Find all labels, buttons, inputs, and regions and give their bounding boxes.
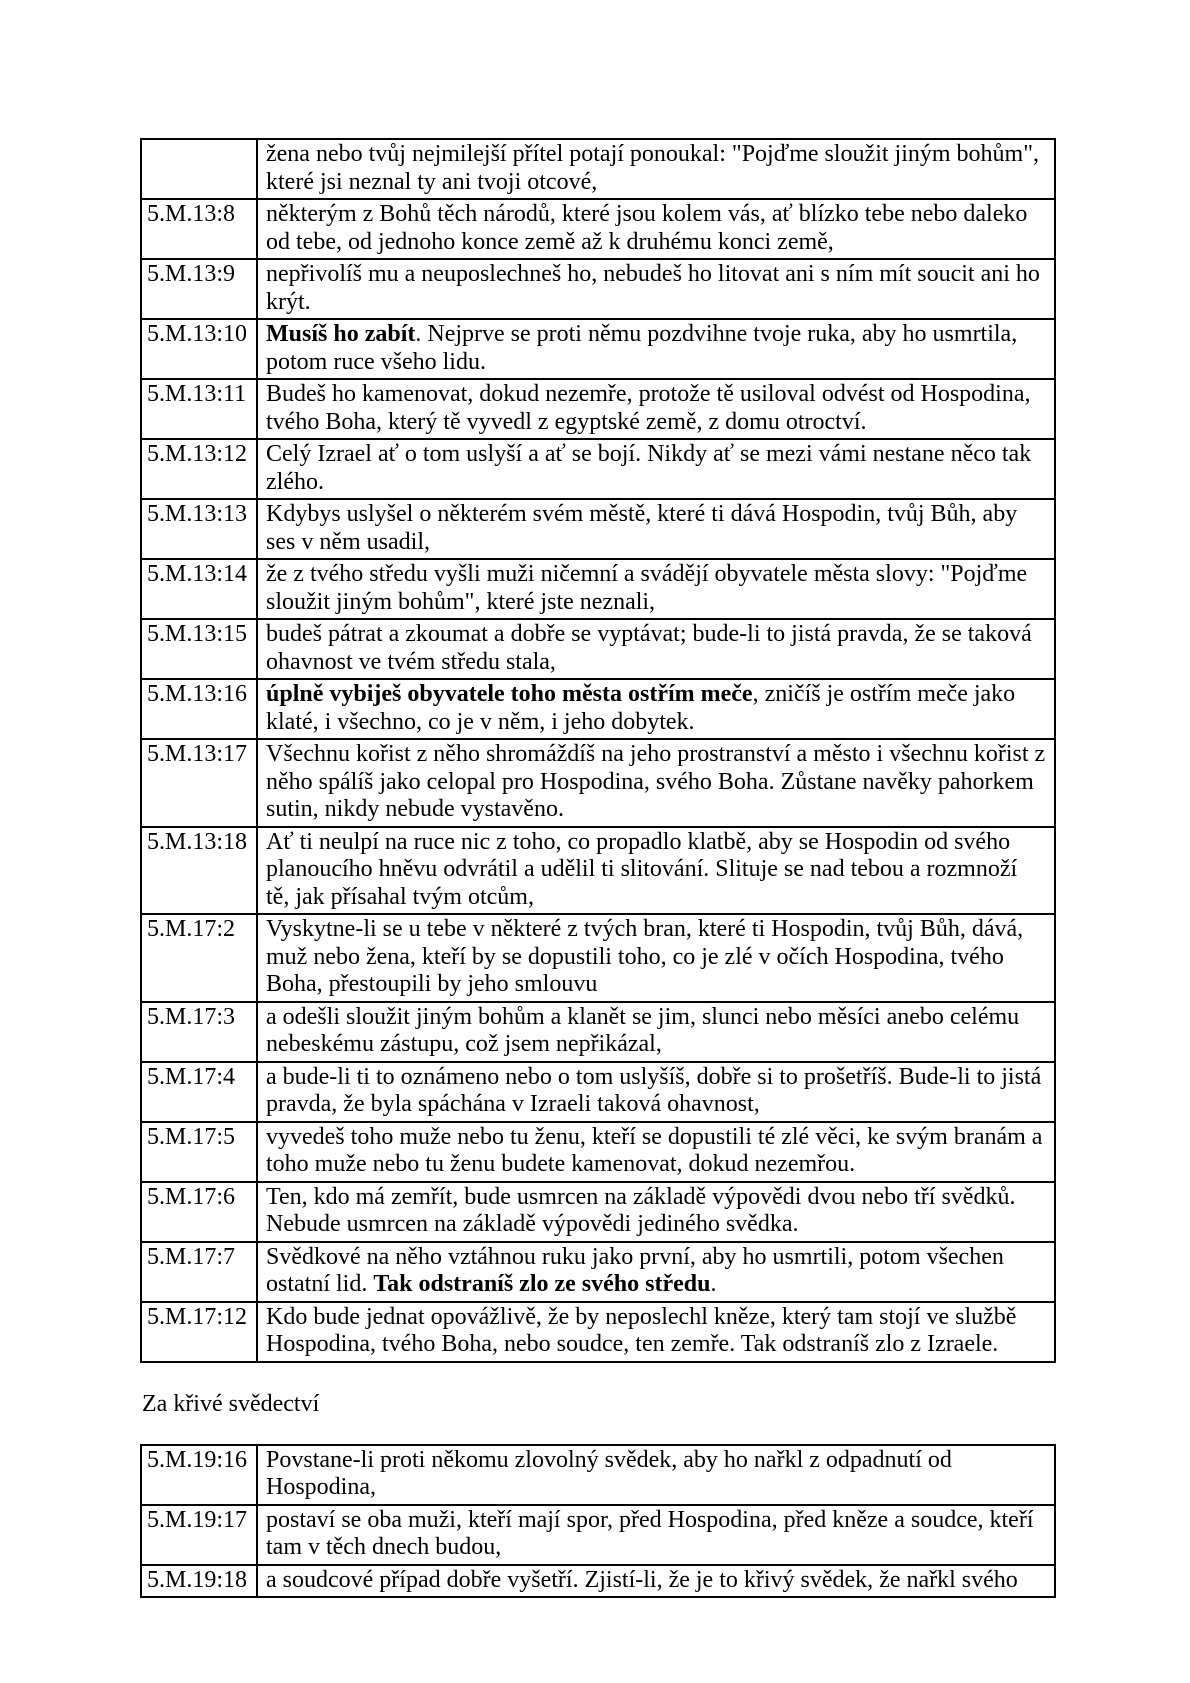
table-row bbox=[141, 619, 1055, 679]
table-row bbox=[141, 1445, 1055, 1505]
verse-reference: 5.M.17:5 bbox=[141, 1122, 257, 1182]
table-row bbox=[141, 1122, 1055, 1182]
verse-table-false-witness bbox=[140, 1444, 1056, 1599]
verse-text bbox=[257, 559, 1055, 619]
table-row bbox=[141, 259, 1055, 319]
document-content bbox=[140, 138, 1056, 1598]
verse-reference: 5.M.13:11 bbox=[141, 379, 257, 439]
verse-text bbox=[257, 1445, 1055, 1505]
verse-reference: 5.M.13:8 bbox=[141, 199, 257, 259]
verse-text-segment: Ten, kdo má zemřít, bude usmrcen na základě výpovědi dvou nebo tří svědků. Nebude usmrcen na základě výpovědi jediného svědka. bbox=[266, 1183, 1016, 1237]
table-row bbox=[141, 1182, 1055, 1242]
table-row bbox=[141, 1505, 1055, 1565]
table-row bbox=[141, 499, 1055, 559]
table-row bbox=[141, 739, 1055, 827]
verse-reference: 5.M.13:15 bbox=[141, 619, 257, 679]
verse-text bbox=[257, 1122, 1055, 1182]
verse-text bbox=[257, 1302, 1055, 1362]
verse-reference bbox=[141, 139, 257, 199]
table-row bbox=[141, 439, 1055, 499]
verse-text bbox=[257, 499, 1055, 559]
verse-reference: 5.M.17:6 bbox=[141, 1182, 257, 1242]
verse-reference: 5.M.17:2 bbox=[141, 914, 257, 1002]
verse-text bbox=[257, 439, 1055, 499]
verse-text bbox=[257, 379, 1055, 439]
table-row bbox=[141, 1565, 1055, 1598]
verse-text-segment: že z tvého středu vyšli muži ničemní a svádějí obyvatele města slovy: "Pojďme sloužit jiným bohům", které jste neznali, bbox=[266, 561, 1028, 615]
verse-text-segment: Ať ti neulpí na ruce nic z toho, co propadlo klatbě, aby se Hospodin od svého planoucího hněvu odvrátil a udělil ti slitování. Slituje se nad tebou a rozmnoží tě, jak přísahal tvým otcům, bbox=[266, 828, 1018, 910]
verse-text bbox=[257, 1062, 1055, 1122]
table-row bbox=[141, 139, 1055, 199]
table-row bbox=[141, 827, 1055, 915]
verse-text bbox=[257, 1242, 1055, 1302]
verse-reference: 5.M.19:16 bbox=[141, 1445, 257, 1505]
verse-reference: 5.M.17:3 bbox=[141, 1002, 257, 1062]
verse-text-segment: vyvedeš toho muže nebo tu ženu, kteří se dopustili té zlé věci, ke svým branám a toho muže nebo tu ženu budete kamenovat, dokud nezemřou. bbox=[266, 1123, 1043, 1177]
verse-text-segment: některým z Bohů těch národů, které jsou kolem vás, ať blízko tebe nebo daleko od tebe, od jednoho konce země až k druhému konci země, bbox=[266, 201, 1028, 255]
verse-text-segment: postaví se oba muži, kteří mají spor, před Hospodina, před kněze a soudce, kteří tam v těch dnech budou, bbox=[266, 1506, 1034, 1560]
verse-text bbox=[257, 914, 1055, 1002]
verse-text-segment: Budeš ho kamenovat, dokud nezemře, protože tě usiloval odvést od Hospodina, tvého Boha, který tě vyvedl z egyptské země, z domu otroctví. bbox=[266, 381, 1031, 435]
table-row bbox=[141, 379, 1055, 439]
verse-text bbox=[257, 1505, 1055, 1565]
verse-reference: 5.M.13:13 bbox=[141, 499, 257, 559]
verse-text-segment: Svědkové na něho vztáhnou ruku jako první, aby ho usmrtili, potom všechen ostatní lid. bbox=[266, 1243, 1004, 1297]
verse-text bbox=[257, 619, 1055, 679]
verse-text bbox=[257, 1565, 1055, 1598]
verse-text bbox=[257, 739, 1055, 827]
verse-text-bold-segment: úplně vybiješ obyvatele toho města ostřím meče bbox=[266, 681, 753, 707]
verse-reference: 5.M.19:18 bbox=[141, 1565, 257, 1598]
verse-text-bold-segment: Tak odstraníš zlo ze svého středu bbox=[373, 1271, 711, 1297]
verse-text-segment: a bude-li ti to oznámeno nebo o tom uslyšíš, dobře si to prošetříš. Bude-li to jistá pravda, že byla spáchána v Izraeli taková ohavnost, bbox=[266, 1063, 1042, 1117]
table-row bbox=[141, 319, 1055, 379]
verse-reference: 5.M.17:12 bbox=[141, 1302, 257, 1362]
table-row bbox=[141, 1242, 1055, 1302]
verse-text bbox=[257, 259, 1055, 319]
verse-text-segment: Vyskytne-li se u tebe v některé z tvých bran, které ti Hospodin, tvůj Bůh, dává, muž nebo žena, kteří by se dopustili toho, co je zlé v očích Hospodina, tvého Boha, přestoupili by jeho smlouvu bbox=[266, 916, 1024, 997]
verse-reference: 5.M.13:17 bbox=[141, 739, 257, 827]
verse-text-segment: nepřivolíš mu a neuposlechneš ho, nebudeš ho litovat ani s ním mít soucit ani ho krýt. bbox=[266, 261, 1040, 315]
verse-text-segment: a odešli sloužit jiným bohům a klanět se jim, slunci nebo měsíci anebo celému nebeskému zástupu, což jsem nepřikázal, bbox=[266, 1003, 1020, 1057]
table-row bbox=[141, 914, 1055, 1002]
verse-text-segment: Celý Izrael ať o tom uslyší a ať se bojí. Nikdy ať se mezi vámi nestane něco tak zlého. bbox=[266, 441, 1032, 495]
section-heading: Za křivé svědectví bbox=[142, 1390, 320, 1417]
verse-reference: 5.M.13:14 bbox=[141, 559, 257, 619]
table-row bbox=[141, 1002, 1055, 1062]
verse-reference: 5.M.13:18 bbox=[141, 827, 257, 915]
verse-table-idolatry-punishments bbox=[140, 138, 1056, 1363]
verse-text bbox=[257, 1002, 1055, 1062]
verse-text-segment: Povstane-li proti někomu zlovolný svědek, aby ho nařkl z odpadnutí od Hospodina, bbox=[266, 1446, 952, 1500]
table-row bbox=[141, 1062, 1055, 1122]
table-row bbox=[141, 559, 1055, 619]
verse-reference: 5.M.13:10 bbox=[141, 319, 257, 379]
verse-text-segment: žena nebo tvůj nejmilejší přítel potají ponoukal: "Pojďme sloužit jiným bohům", které jsi neznal ty ani tvoji otcové, bbox=[266, 141, 1040, 195]
verse-text bbox=[257, 139, 1055, 199]
table-row bbox=[141, 1302, 1055, 1362]
verse-reference: 5.M.13:12 bbox=[141, 439, 257, 499]
verse-text-segment: Kdybys uslyšel o některém svém městě, které ti dává Hospodin, tvůj Bůh, aby ses v něm usadil, bbox=[266, 501, 1018, 555]
verse-reference: 5.M.17:7 bbox=[141, 1242, 257, 1302]
verse-reference: 5.M.19:17 bbox=[141, 1505, 257, 1565]
table-row bbox=[141, 199, 1055, 259]
verse-text-segment: budeš pátrat a zkoumat a dobře se vyptávat; bude-li to jistá pravda, že se taková ohavnost ve tvém středu stala, bbox=[266, 621, 1032, 675]
verse-text-bold-segment: Musíš ho zabít bbox=[266, 321, 416, 347]
verse-text bbox=[257, 827, 1055, 915]
verse-text-segment: Všechnu kořist z něho shromáždíš na jeho prostranství a město i všechnu kořist z něho spálíš jako celopal pro Hospodina, svého Boha. Zůstane navěky pahorkem sutin, nikdy nebude vystavěno. bbox=[266, 741, 1046, 822]
verse-text-segment: , zničíš je ostřím meče jako klaté, i všechno, co je v něm, i jeho dobytek. bbox=[266, 681, 1016, 735]
verse-reference: 5.M.13:9 bbox=[141, 259, 257, 319]
verse-text bbox=[257, 1182, 1055, 1242]
verse-reference: 5.M.13:16 bbox=[141, 679, 257, 739]
verse-reference: 5.M.17:4 bbox=[141, 1062, 257, 1122]
verse-text-segment: . Nejprve se proti němu pozdvihne tvoje ruka, aby ho usmrtila, potom ruce všeho lidu. bbox=[266, 321, 1018, 375]
verse-text-segment: . bbox=[710, 1271, 717, 1297]
verse-text bbox=[257, 319, 1055, 379]
verse-text-segment: Kdo bude jednat opovážlivě, že by neposlechl kněze, který tam stojí ve službě Hospodina, tvého Boha, nebo soudce, ten zemře. Tak odstraníš zlo z Izraele. bbox=[266, 1303, 1017, 1357]
verse-text bbox=[257, 199, 1055, 259]
table-row bbox=[141, 679, 1055, 739]
verse-text bbox=[257, 679, 1055, 739]
verse-text-segment: a soudcové případ dobře vyšetří. Zjistí-li, že je to křivý svědek, že nařkl svého bbox=[266, 1566, 1018, 1593]
